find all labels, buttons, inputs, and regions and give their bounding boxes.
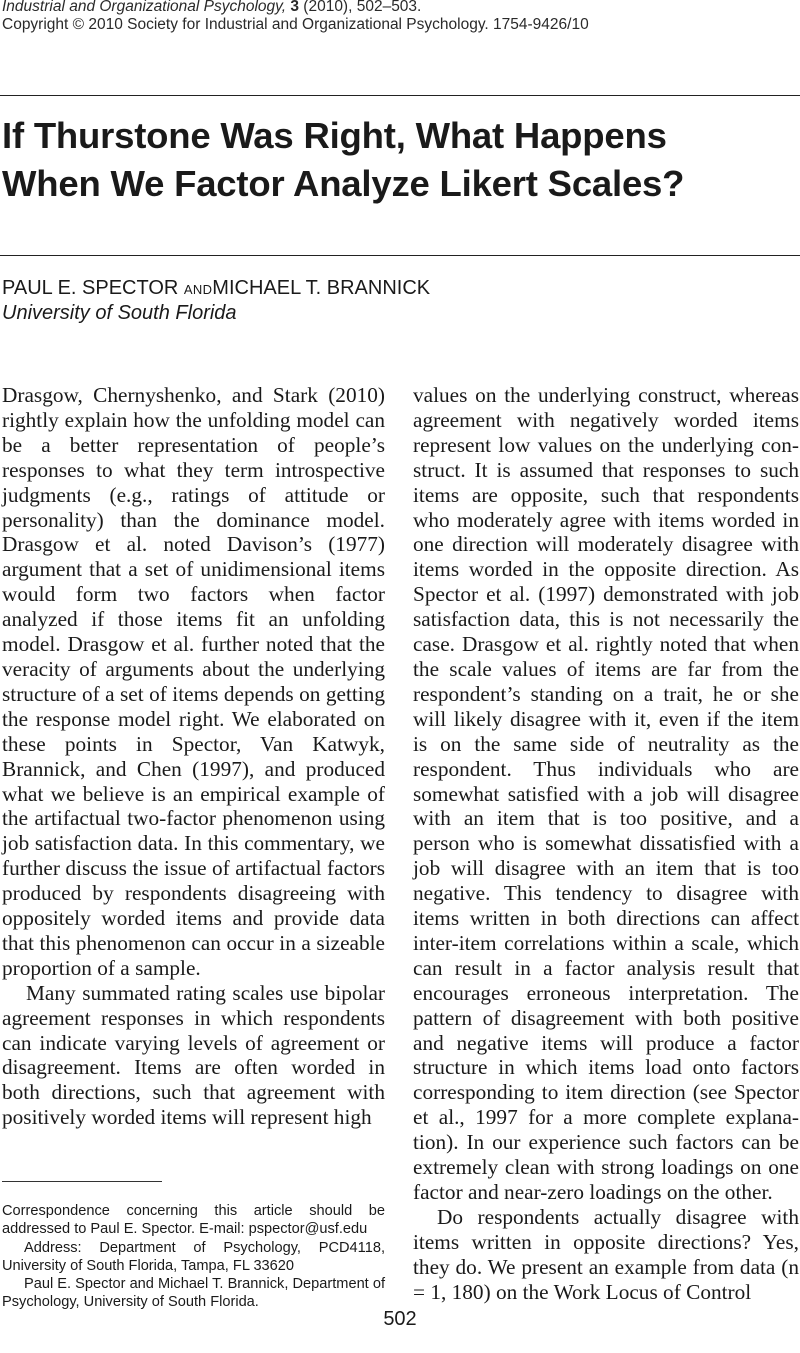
paragraph: Do respondents actually disagree with items written in opposite directions? Yes, they do. We present an example from data (n = 1, 180) on the Work Locus of Control bbox=[413, 1204, 799, 1304]
article-title bbox=[2, 112, 798, 208]
body-column-left bbox=[2, 383, 385, 1130]
footnote-correspondence: Correspondence concerning this article should be addressed to Paul E. Spector. E-mail: pspector@usf.edu bbox=[2, 1203, 385, 1238]
title-rule-bottom bbox=[0, 255, 800, 256]
journal-volume: 3 bbox=[290, 0, 299, 15]
journal-name: Industrial and Organizational Psychology, bbox=[2, 0, 291, 15]
title-rule-top bbox=[0, 95, 800, 96]
paragraph: Many summated rating scales use bipolar agreement responses in which respondents can indicate varying levels of agreement or disagreement. Items are often worded in both directions, such that agreement with positively worded items will represent high bbox=[2, 980, 385, 1130]
copyright-line: Copyright © 2010 Society for Industrial and Organizational Psychology. 1754-9426/10 bbox=[2, 16, 589, 33]
author-line bbox=[2, 276, 430, 302]
paragraph: Drasgow, Chernyshenko, and Stark (2010) rightly explain how the unfolding model can be a better representation of people’s responses to what they term introspective judgments (e.g., ratings of attitude or personality) than the dominance model. Drasgow et al. noted Davison’s (1977) argument that a set of unidimensional items would form two factors when factor analyzed if those items fit an unfolding model. Drasgow et al. further noted that the veracity of arguments about the underlying structure of a set of items depends on getting the response model right. We elaborated on these points in Spector, Van Katwyk, Brannick, and Chen (1997), and produced what we believe is an empirical example of the artifactual two-factor phenomenon using job satisfaction data. In this commentary, we further discuss the issue of artifactual factors produced by respondents disagreeing with oppositely worded items and provide data that this phenomenon can occur in a sizeable proportion of a sample. bbox=[2, 383, 385, 980]
footnote-address: Address: Department of Psychology, PCD4118, University of South Florida, Tampa, FL 33620 bbox=[2, 1239, 385, 1274]
paragraph: values on the underlying construct, whereas agreement with negatively worded items represent low values on the underlying construct. It is assumed that responses to such items are opposite, such that respondents who moderately agree with items worded in one direction will moderately disagree with items worded in the opposite direction. As Spector et al. (1997) demonstrated with job satisfaction data, this is not necessarily the case. Drasgow et al. rightly noted that when the scale values of items are far from the respondent’s standing on a trait, he or she will likely disagree with it, even if the item is on the same side of neutrality as the respondent. Thus individuals who are somewhat satisfied with a job will disagree with an item that is too positive, and a person who is somewhat dissatisfied with a job will disagree with an item that is too negative. This tendency to disagree with items written in both directions can affect inter-item correlations within a scale, which can result in a factor analysis result that encourages erroneous interpretation. The pattern of disagreement with both positive and negative items will produce a factor structure in which items load onto factors corresponding to item direction (see Spector et al., 1997 for a more complete explanation). In our experience such factors can be extremely clean with strong loadings on one factor and near-zero loadings on the other. bbox=[413, 383, 799, 1204]
journal-citation bbox=[2, 0, 421, 16]
title-line-2: When We Factor Analyze Likert Scales? bbox=[2, 163, 685, 204]
author-1: PAUL E. SPECTOR bbox=[2, 277, 179, 299]
footnote-rule bbox=[2, 1181, 162, 1182]
author-2: MICHAEL T. BRANNICK bbox=[212, 277, 431, 299]
page-number: 502 bbox=[383, 1308, 417, 1330]
author-joiner: AND bbox=[183, 282, 213, 297]
title-line-1: If Thurstone Was Right, What Happens bbox=[2, 115, 667, 156]
affiliation: University of South Florida bbox=[2, 302, 237, 324]
footnotes bbox=[2, 1202, 385, 1312]
footnote-affiliation: Paul E. Spector and Michael T. Brannick, Department of Psychology, University of South Florida. bbox=[2, 1276, 385, 1311]
body-column-right bbox=[413, 383, 799, 1305]
journal-year-pages: (2010), 502–503. bbox=[298, 0, 422, 15]
